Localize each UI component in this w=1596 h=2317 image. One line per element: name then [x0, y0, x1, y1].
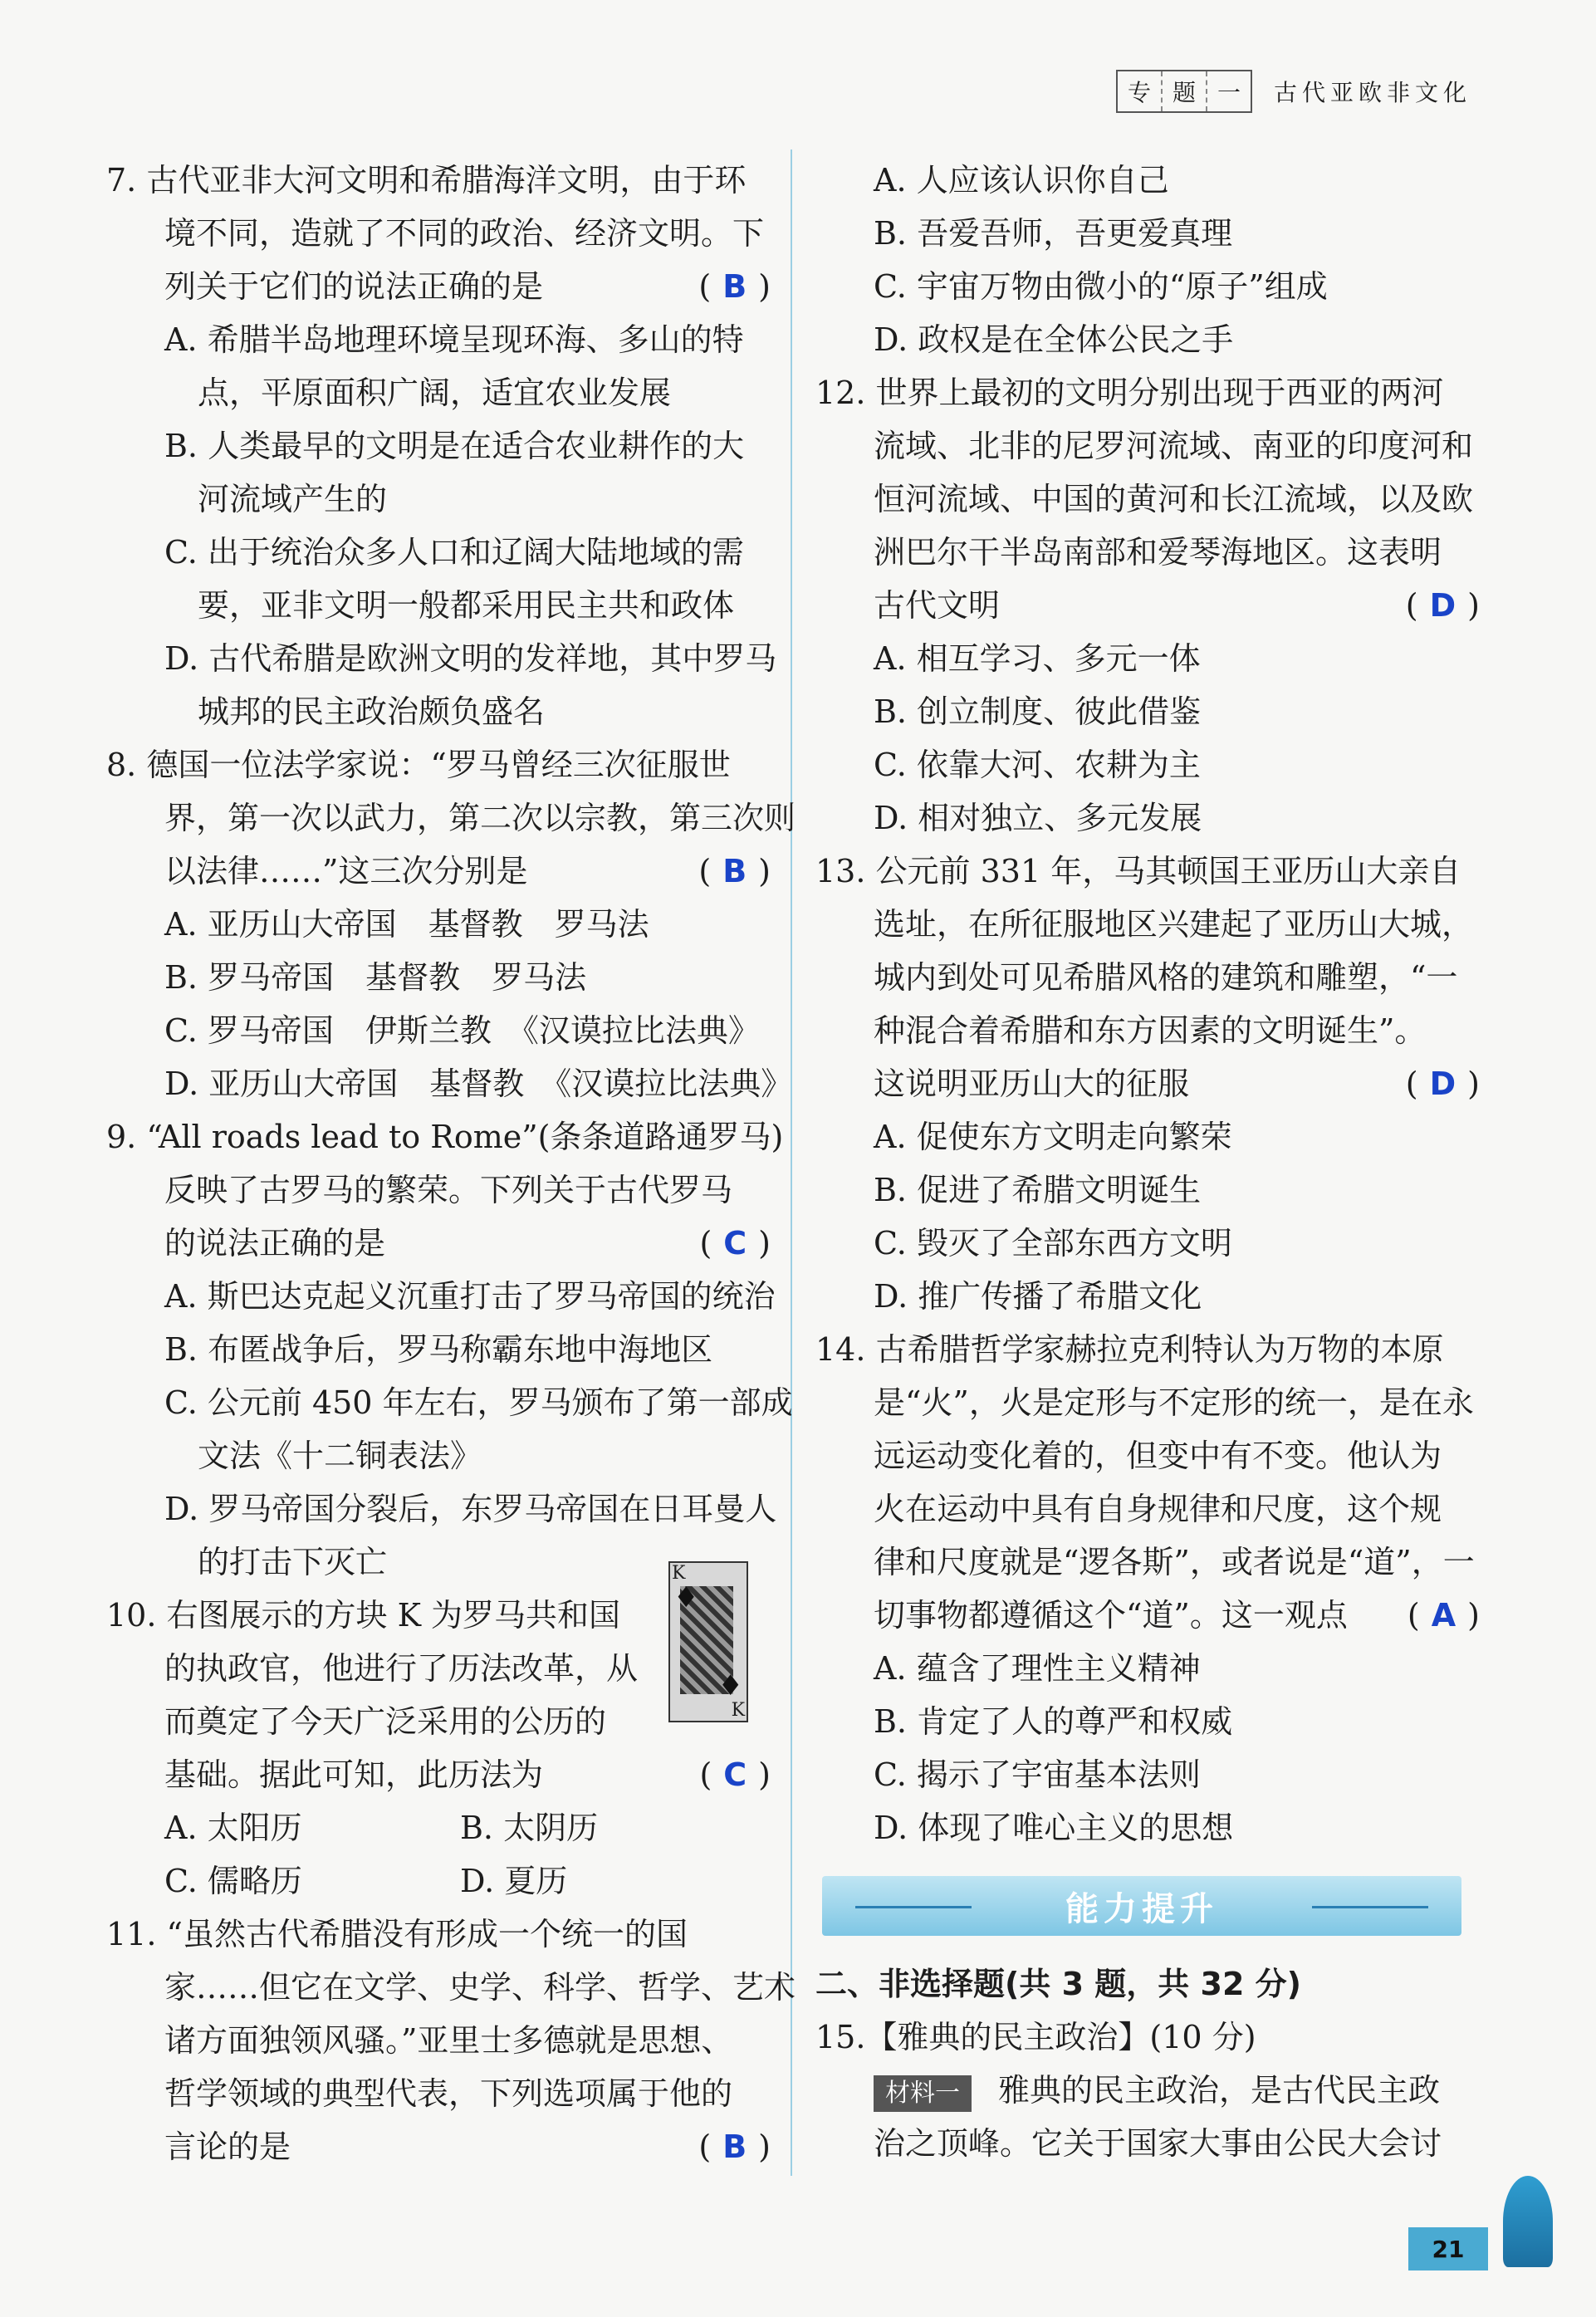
section-banner	[822, 1876, 1461, 1936]
answer-bracket: ( C )	[699, 1225, 771, 1261]
question-11	[106, 1908, 796, 2173]
left-column	[106, 154, 796, 2173]
question-text: 家……但它在文学、史学、科学、哲学、艺术	[164, 1969, 796, 2006]
option-text: D. 亚历山大帝国 基督教 《汉谟拉比法典》	[164, 1065, 793, 1102]
option-text: A. 太阳历	[164, 1810, 302, 1846]
column-divider	[791, 149, 792, 2176]
question-text: 13. 公元前 331 年，马其顿国王亚历山大亲自	[815, 853, 1461, 889]
option-text: A. 相互学习、多元一体	[874, 640, 1201, 677]
option-text: B. 罗马帝国 基督教 罗马法	[164, 959, 587, 996]
question-text: 而奠定了今天广泛采用的公历的	[164, 1703, 607, 1740]
option-text: A. 人应该认识你自己	[874, 162, 1169, 198]
option-text: D. 夏历	[460, 1863, 568, 1899]
option-text: A. 斯巴达克起义沉重打击了罗马帝国的统治	[164, 1278, 776, 1315]
page-header	[1116, 70, 1471, 113]
material-tag: 材料一	[874, 2075, 972, 2112]
option-text: D. 政权是在全体公民之手	[874, 321, 1234, 358]
question-text: 的说法正确的是	[164, 1225, 386, 1261]
question-text: 的执政官，他进行了历法改革，从	[164, 1650, 639, 1687]
question-7	[106, 154, 777, 738]
question-text: 以法律……”这三次分别是	[164, 853, 528, 889]
question-text: 诸方面独领风骚。”亚里士多德就是思想、	[164, 2022, 733, 2059]
banner-title: 能力提升	[1065, 1889, 1218, 1928]
question-text: 远运动变化着的，但变中有不变。他认为	[874, 1438, 1442, 1474]
question-text: 流域、北非的尼罗河流域、南亚的印度河和	[874, 428, 1474, 464]
question-text: 言论的是	[164, 2128, 291, 2165]
option-text: C. 揭示了宇宙基本法则	[874, 1756, 1201, 1793]
question-text: 火在运动中具有自身规律和尺度，这个规	[874, 1491, 1442, 1527]
option-text: A. 蕴含了理性主义精神	[874, 1650, 1201, 1687]
topic-box	[1116, 70, 1252, 113]
question-8	[106, 738, 796, 1110]
answer-letter: B	[722, 268, 747, 305]
question-text: 列关于它们的说法正确的是	[164, 268, 544, 305]
option-text: D. 相对独立、多元发展	[874, 800, 1202, 836]
chapter-title: 古代亚欧非文化	[1273, 79, 1471, 106]
answer-letter: C	[723, 1225, 747, 1261]
leaf-icon	[1503, 2176, 1553, 2267]
diamond-icon: ♦	[717, 1669, 743, 1702]
option-text: 点，平原面积广阔，适宜农业发展	[198, 375, 672, 411]
answer-letter: B	[722, 2128, 747, 2165]
option-text: 要，亚非文明一般都采用民主共和政体	[198, 587, 735, 624]
question-text: 切事物都遵循这个“道”。这一观点	[874, 1597, 1348, 1634]
option-text: B. 促进了希腊文明诞生	[874, 1172, 1202, 1208]
question-text: 这说明亚历山大的征服	[874, 1065, 1190, 1102]
question-text: 是“火”，火是定形与不定形的统一，是在永	[874, 1384, 1474, 1421]
question-text: 种混合着希腊和东方因素的文明诞生”。	[874, 1012, 1427, 1049]
question-text: 14. 古希腊哲学家赫拉克利特认为万物的本原	[815, 1331, 1444, 1368]
option-text: B. 创立制度、彼此借鉴	[874, 693, 1202, 730]
option-text: B. 布匿战争后，罗马称霸东地中海地区	[164, 1331, 713, 1368]
question-text: 界，第一次以武力，第二次以宗教，第三次则	[164, 800, 796, 836]
option-text: C. 依靠大河、农耕为主	[874, 747, 1201, 783]
banner-decoration	[1312, 1906, 1428, 1908]
option-text: A. 促使东方文明走向繁荣	[874, 1119, 1232, 1155]
topic-char: 题	[1163, 71, 1207, 111]
option-text: 城邦的民主政治颇负盛名	[198, 693, 546, 730]
option-text: B. 吾爱吾师，吾更爱真理	[874, 215, 1233, 252]
question-14	[815, 1323, 1480, 1854]
question-text: 哲学领域的典型代表，下列选项属于他的	[164, 2075, 733, 2112]
answer-letter: C	[723, 1756, 747, 1793]
answer-letter: D	[1429, 587, 1456, 624]
answer-bracket: ( B )	[698, 2128, 771, 2165]
option-text: C. 宇宙万物由微小的“原子”组成	[874, 268, 1328, 305]
banner-decoration	[855, 1906, 972, 1908]
option-text: D. 推广传播了希腊文化	[874, 1278, 1202, 1315]
question-text: 城内到处可见希腊风格的建筑和雕塑，“一	[874, 959, 1458, 996]
answer-bracket: ( B )	[698, 853, 771, 889]
option-text: A. 希腊半岛地理环境呈现环海、多山的特	[164, 321, 744, 358]
option-text: B. 人类最早的文明是在适合农业耕作的大	[164, 428, 745, 464]
diamond-icon: ♦	[673, 1581, 699, 1614]
question-9	[106, 1110, 793, 1589]
option-text: 河流域产生的	[198, 481, 388, 517]
question-text: 选址，在所征服地区兴建起了亚历山大城，	[874, 906, 1474, 943]
question-text: 9. “All roads lead to Rome”(条条道路通罗马)	[106, 1119, 784, 1155]
answer-letter: D	[1429, 1065, 1456, 1102]
question-text: 境不同，造就了不同的政治、经济文明。下	[164, 215, 765, 252]
question-text: 恒河流域、中国的黄河和长江流域，以及欧	[874, 481, 1474, 517]
option-text: C. 罗马帝国 伊斯兰教 《汉谟拉比法典》	[164, 1012, 760, 1049]
answer-bracket: ( D )	[1405, 587, 1480, 624]
question-text: 12. 世界上最初的文明分别出现于西亚的两河	[815, 375, 1444, 411]
answer-bracket: ( C )	[699, 1756, 771, 1793]
question-text: 洲巴尔干半岛南部和爱琴海地区。这表明	[874, 534, 1442, 571]
question-11-options	[815, 154, 1480, 366]
question-text: 10. 右图展示的方块 K 为罗马共和国	[106, 1597, 621, 1634]
option-text: 文法《十二铜表法》	[198, 1438, 482, 1474]
option-text: 的打击下灭亡	[198, 1544, 388, 1580]
option-text: C. 毁灭了全部东西方文明	[874, 1225, 1232, 1261]
option-text: A. 亚历山大帝国 基督教 罗马法	[164, 906, 649, 943]
topic-char: 一	[1217, 79, 1241, 106]
option-text: D. 古代希腊是欧洲文明的发祥地，其中罗马	[164, 640, 777, 677]
question-text: 11. “虽然古代希腊没有形成一个统一的国	[106, 1916, 688, 1952]
material-text: 雅典的民主政治，是古代民主政	[998, 2072, 1441, 2109]
question-text: 反映了古罗马的繁荣。下列关于古代罗马	[164, 1172, 733, 1208]
answer-bracket: ( B )	[698, 268, 771, 305]
question-13	[815, 845, 1480, 1323]
answer-letter: B	[722, 853, 747, 889]
option-text: B. 太阴历	[460, 1810, 599, 1846]
question-text: 古代文明	[874, 587, 1001, 624]
option-text: C. 公元前 450 年左右，罗马颁布了第一部成	[164, 1384, 793, 1421]
answer-bracket: ( A )	[1407, 1597, 1480, 1634]
question-text: 8. 德国一位法学家说：“罗马曾经三次征服世	[106, 747, 731, 783]
question-12	[815, 366, 1480, 845]
card-rank: K	[731, 1700, 745, 1721]
option-text: B. 肯定了人的尊严和权威	[874, 1703, 1233, 1740]
answer-letter: A	[1431, 1597, 1456, 1634]
option-text: D. 体现了唯心主义的思想	[874, 1810, 1234, 1846]
topic-char: 专	[1118, 71, 1163, 111]
card-rank: K	[672, 1563, 686, 1584]
page-number: 21	[1408, 2227, 1488, 2270]
playing-card-image	[668, 1561, 748, 1722]
answer-bracket: ( D )	[1405, 1065, 1480, 1102]
question-15-title: 15.【雅典的民主政治】(10 分)	[815, 2019, 1256, 2055]
option-text: C. 儒略历	[164, 1863, 302, 1899]
question-text: 7. 古代亚非大河文明和希腊海洋文明，由于环	[106, 162, 747, 198]
question-text: 基础。据此可知，此历法为	[164, 1756, 544, 1793]
section-heading: 二、非选择题(共 3 题，共 32 分)	[815, 1966, 1301, 2002]
right-column	[815, 154, 1480, 2170]
material-text: 治之顶峰。它关于国家大事由公民大会讨	[874, 2125, 1442, 2162]
option-text: D. 罗马帝国分裂后，东罗马帝国在日耳曼人	[164, 1491, 777, 1527]
question-text: 律和尺度就是“逻各斯”，或者说是“道”，一	[874, 1544, 1475, 1580]
option-text: C. 出于统治众多人口和辽阔大陆地域的需	[164, 534, 744, 571]
